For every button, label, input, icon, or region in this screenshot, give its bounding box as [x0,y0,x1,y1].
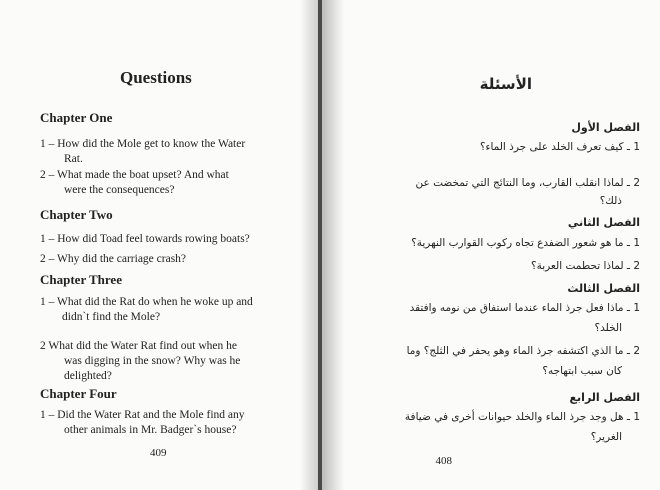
chapter-heading: Chapter Four [40,386,117,401]
question-line: كان سبب ابتهاجه؟ [542,365,622,377]
question-item [40,339,290,384]
question-line: 1 ـ ماذا فعل جرذ الماء عندما استفاق من نومه وافتقد [409,302,640,314]
question-line: 1 ـ ما هو شعور الضفدع تجاه ركوب القوارب النهرية؟ [411,237,640,249]
question-line: was digging in the snow? Why was he [64,355,241,367]
question-item [40,252,290,267]
question-item [350,301,640,335]
left-gutter-shadow [300,0,318,490]
question-line: الغرير؟ [590,431,622,443]
question-item [40,408,290,438]
question-item [40,295,290,325]
question-item [40,137,280,167]
left-page [0,0,318,490]
chapter-heading: الفصل الثاني [567,216,640,229]
question-item [40,232,290,247]
question-item [350,140,640,154]
question-line: 2 ـ لماذا تحطمت العربة؟ [531,260,640,272]
question-line: 2 What did the Water Rat find out when he [40,340,237,352]
question-line: 1 ـ كيف تعرف الخلد على جرذ الماء؟ [479,141,640,153]
question-line: 1 – What did the Rat do when he woke up and [40,296,253,308]
question-line: 2 – Why did the carriage crash? [40,253,187,265]
question-item [350,410,640,444]
question-line: 1 ـ هل وجد جرذ الماء والخلد حيوانات أخرى في ضيافة [404,411,640,423]
page-number: 408 [435,455,452,467]
question-line: ذلك؟ [599,195,622,207]
question-item [350,344,640,378]
question-line: were the consequences? [64,184,175,196]
chapter-heading: Chapter Two [40,207,113,222]
question-line: Rat. [64,153,83,165]
question-item [40,168,280,198]
question-line: 2 ـ لماذا انقلب القارب، وما النتائج التي تمخضت عن [415,177,640,189]
question-line: 1 – How did the Mole get to know the Water [40,138,246,150]
chapter-heading: Chapter One [40,110,113,125]
right-gutter-shadow [322,0,344,490]
question-line: 1 – How did Toad feel towards rowing boats? [40,233,250,245]
question-line: didn`t find the Mole? [62,311,161,323]
question-item [350,259,640,273]
page-title: الأسئلة [479,75,532,93]
chapter-heading: Chapter Three [40,272,122,287]
question-line: الخلد؟ [594,322,622,334]
question-line: 2 – What made the boat upset? And what [40,169,229,181]
chapter-heading: الفصل الرابع [569,391,640,404]
chapter-heading: الفصل الثالث [567,282,640,295]
question-item [350,236,640,250]
question-line: 1 – Did the Water Rat and the Mole find any [40,409,245,421]
page-title: Questions [120,68,192,87]
question-line: delighted? [64,370,112,382]
right-page [322,0,660,490]
question-item [350,176,640,208]
page-number: 409 [150,447,167,459]
chapter-heading: الفصل الأول [571,121,640,134]
question-line: other animals in Mr. Badger`s house? [64,424,237,436]
question-line: 2 ـ ما الذي اكتشفه جرذ الماء وهو يحفر في الثلج؟ وما [406,345,640,357]
